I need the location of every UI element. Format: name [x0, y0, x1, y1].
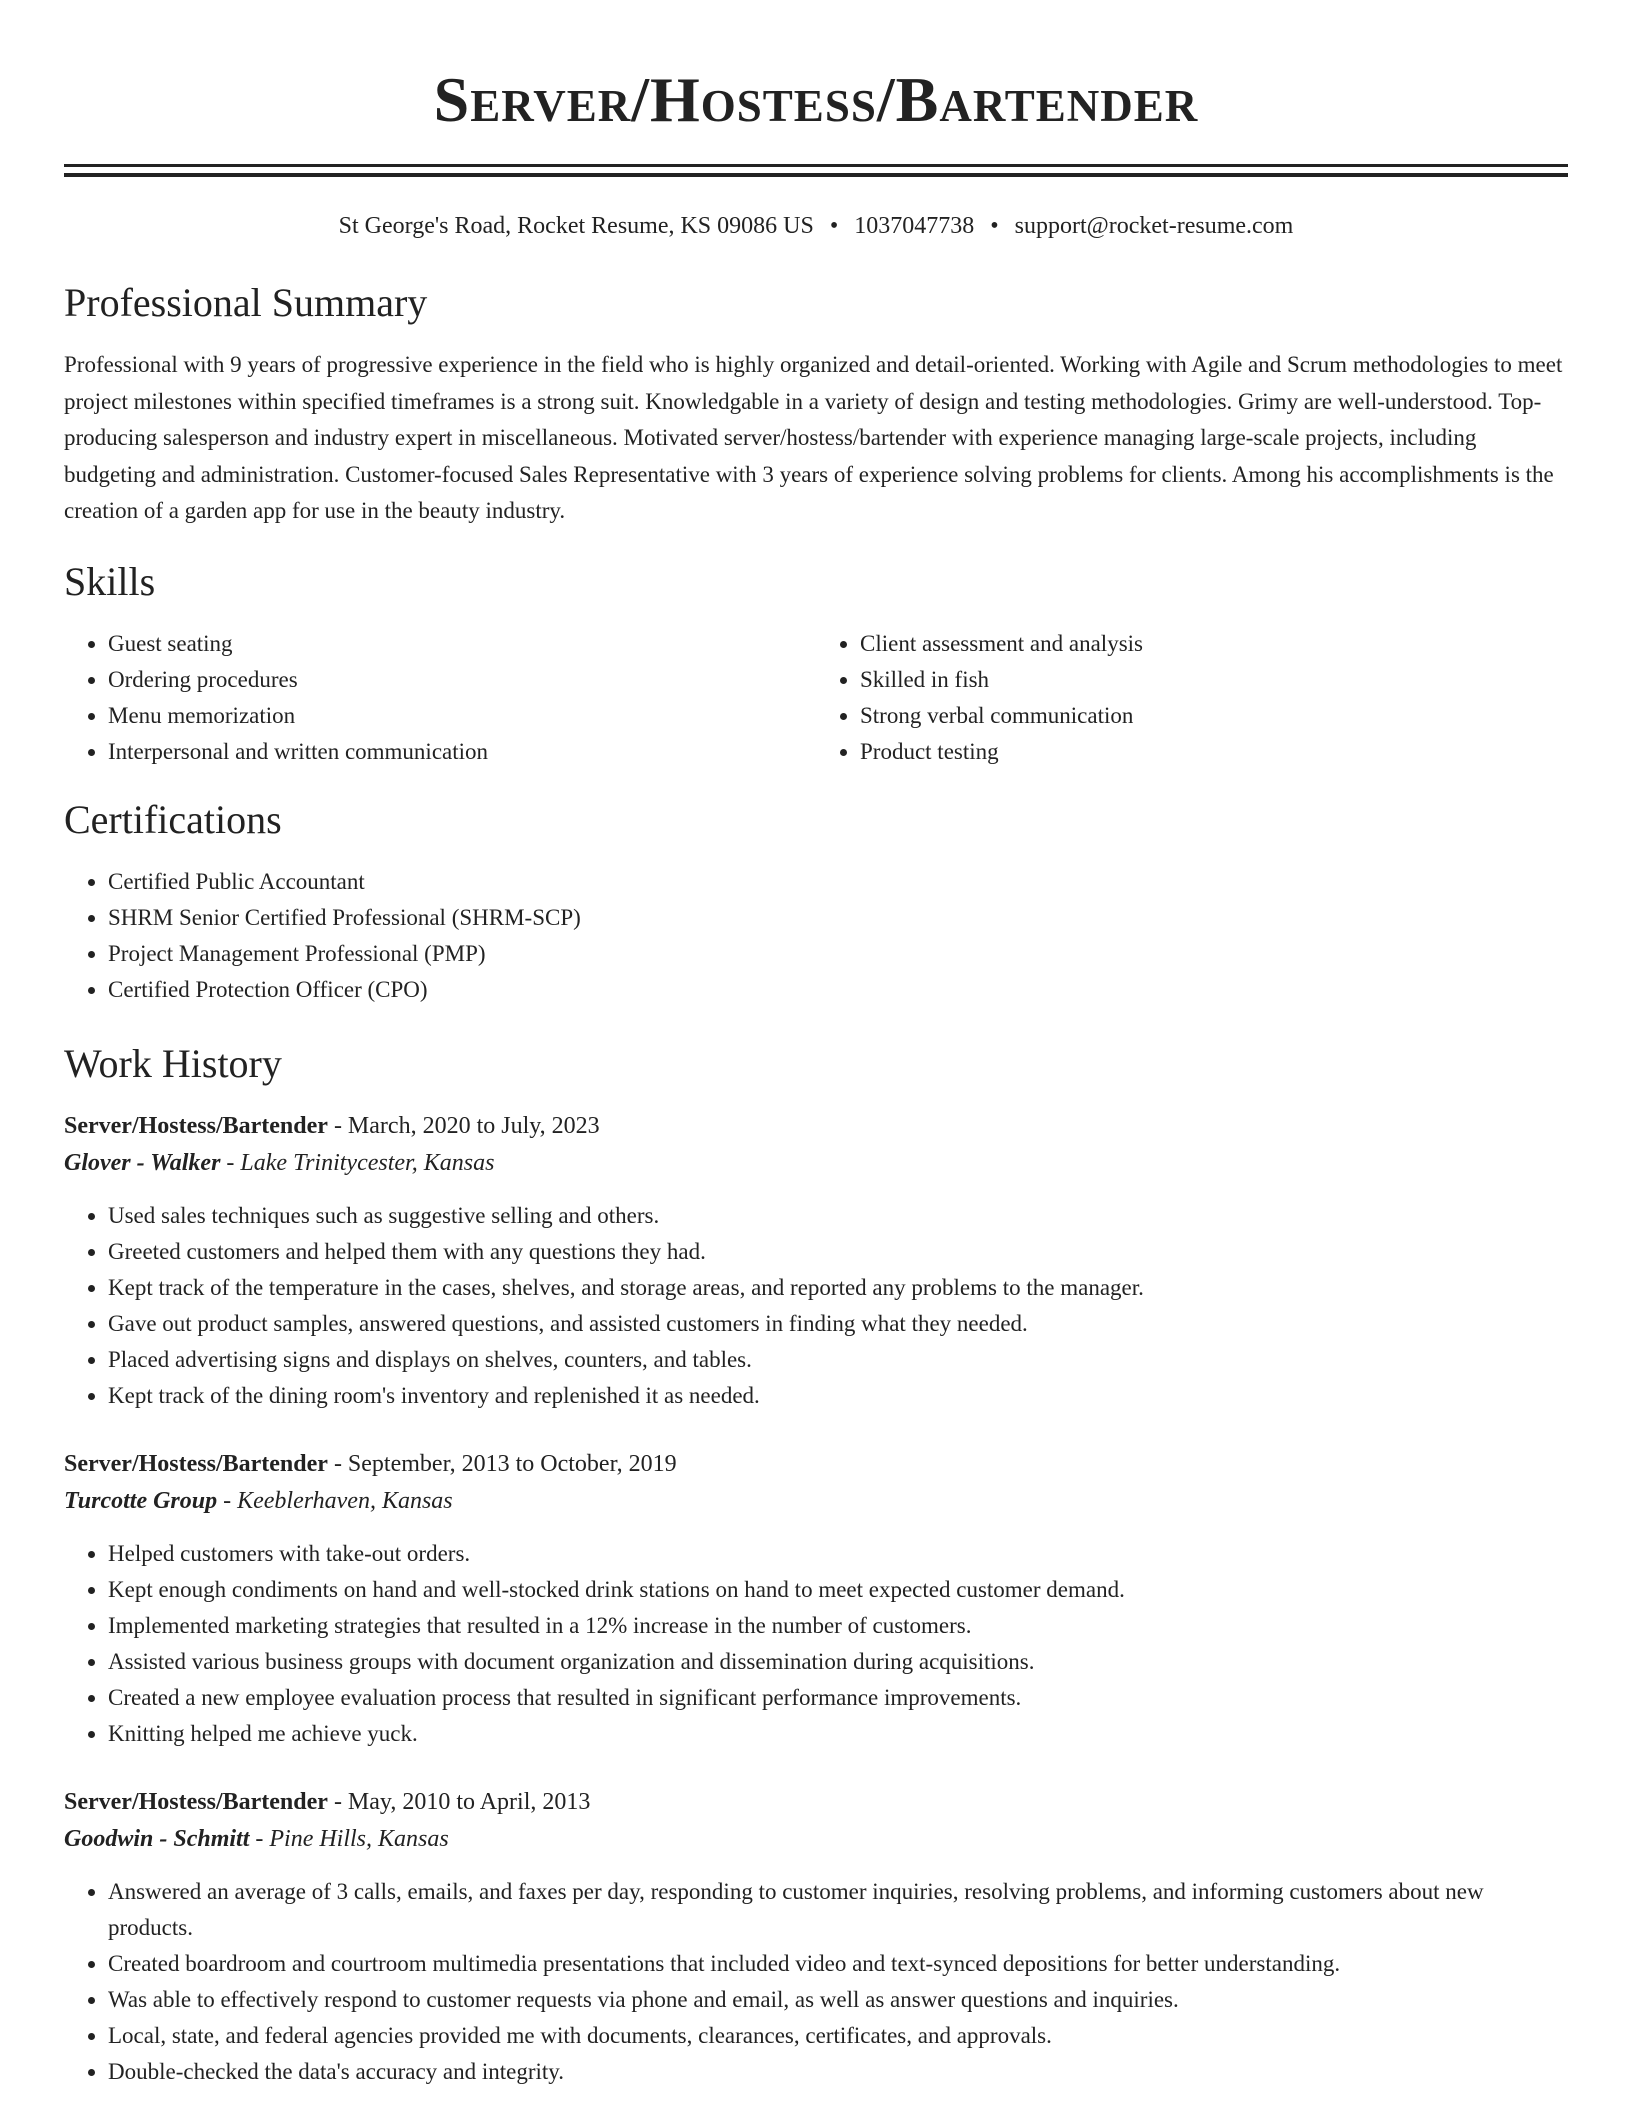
job-duty: • Was able to effectively respond to customer requests via phone and email, as well as answer questions and inquiries. [108, 1982, 1568, 2018]
skill-item: • Interpersonal and written communication [108, 734, 816, 770]
job-duty: • Greeted customers and helped them with any questions they had. [108, 1234, 1568, 1270]
skills-section [64, 558, 1568, 770]
contact-line [64, 211, 1568, 241]
job-dates: - May, 2010 to April, 2013 [327, 1788, 591, 1815]
skill-item: • Product testing [860, 734, 1568, 770]
job-location: - Pine Hills, Kansas [249, 1825, 449, 1852]
job-duty: • Kept track of the temperature in the cases, shelves, and storage areas, and reported any problems to the manager. [108, 1270, 1568, 1306]
certification-item: • Certified Public Accountant [108, 864, 1568, 900]
certifications-heading: Certifications [64, 796, 282, 842]
job-entry [64, 1784, 1568, 2090]
certifications-list [64, 864, 1568, 1008]
job-role: Server/Hostess/Bartender [64, 1450, 328, 1477]
job-duties [64, 1536, 1568, 1752]
job-header [64, 1784, 1568, 1820]
summary-section [64, 279, 1568, 530]
certification-item: • Project Management Professional (PMP) [108, 936, 1568, 972]
skill-item: • Ordering procedures [108, 662, 816, 698]
certification-item: • Certified Protection Officer (CPO) [108, 972, 1568, 1008]
skill-item: • Strong verbal communication [860, 698, 1568, 734]
skill-item: • Menu memorization [108, 698, 816, 734]
resume-title: Server/Hostess/Bartender [433, 64, 1199, 135]
skills-grid [64, 626, 1568, 770]
summary-heading: Professional Summary [64, 280, 428, 325]
certifications-section [64, 796, 1568, 1008]
job-duty: • Answered an average of 3 calls, emails, and faxes per day, responding to customer inquiries, resolving problems, and informing customers about new products. [108, 1874, 1568, 1946]
resume-page [64, 0, 1568, 2090]
certification-item: • SHRM Senior Certified Professional (SHRM-SCP) [108, 900, 1568, 936]
job-header [64, 1108, 1568, 1144]
job-role: Server/Hostess/Bartender [64, 1112, 328, 1139]
job-duty: • Local, state, and federal agencies provided me with documents, clearances, certificates, and approvals. [108, 2018, 1568, 2054]
job-duty: • Implemented marketing strategies that resulted in a 12% increase in the number of customers. [108, 1608, 1568, 1644]
contact-phone: 1037047738 [854, 213, 975, 239]
summary-text: Professional with 9 years of progressive experience in the field who is highly organized and detail-oriented. Working with Agile and Scrum methodologies to meet project milestones within specified timeframes is a strong suit. Knowledgable in a variety of design and testing methodologies. Grimy are well-understood. Top-producing salesperson and industry expert in miscellaneous. Motivated server/hostess/bartender with experience managing large-scale projects, including budgeting and administration. Customer-focused Sales Representative with 3 years of experience solving problems for clients. Among his accomplishments is the creation of a garden app for use in the beauty industry. [64, 352, 1563, 523]
job-entry [64, 1446, 1568, 1752]
job-duty: • Double-checked the data's accuracy and integrity. [108, 2054, 1568, 2090]
skills-list-right [816, 626, 1568, 770]
skills-heading: Skills [64, 558, 156, 604]
job-duty: • Used sales techniques such as suggestive selling and others. [108, 1198, 1568, 1234]
contact-separator: • [829, 213, 839, 239]
job-duty: • Kept enough condiments on hand and well-stocked drink stations on hand to meet expected customer demand. [108, 1572, 1568, 1608]
contact-separator: • [990, 213, 999, 239]
contact-email: support@rocket-resume.com [1014, 213, 1294, 239]
job-dates: - March, 2020 to July, 2023 [327, 1112, 600, 1139]
job-role: Server/Hostess/Bartender [64, 1788, 328, 1815]
title-rule-top [64, 164, 1568, 167]
skills-list-left [64, 626, 816, 770]
job-company: Goodwin - Schmitt [64, 1825, 250, 1852]
skill-item: • Guest seating [108, 626, 816, 662]
contact-address: St George's Road, Rocket Resume, KS 09086 US [338, 213, 814, 239]
work-history-section [64, 1040, 1568, 2090]
job-location: - Keeblerhaven, Kansas [217, 1487, 453, 1514]
job-entry [64, 1108, 1568, 1414]
job-duty: • Knitting helped me achieve yuck. [108, 1716, 1568, 1752]
job-employer [64, 1482, 1568, 1520]
skill-item: • Skilled in fish [860, 662, 1568, 698]
job-employer [64, 1144, 1568, 1182]
job-duties [64, 1198, 1568, 1414]
job-duty: • Assisted various business groups with document organization and dissemination during acquisitions. [108, 1644, 1568, 1680]
job-header [64, 1446, 1568, 1482]
skill-item: • Client assessment and analysis [860, 626, 1568, 662]
job-company: Glover - Walker [64, 1149, 221, 1176]
job-duty: • Kept track of the dining room's inventory and replenished it as needed. [108, 1378, 1568, 1414]
job-location: - Lake Trinitycester, Kansas [220, 1149, 495, 1176]
work-history-heading: Work History [64, 1040, 282, 1086]
job-duty: • Gave out product samples, answered questions, and assisted customers in finding what they needed. [108, 1306, 1568, 1342]
job-duty: • Helped customers with take-out orders. [108, 1536, 1568, 1572]
job-duty: • Placed advertising signs and displays on shelves, counters, and tables. [108, 1342, 1568, 1378]
job-company: Turcotte Group [64, 1487, 218, 1514]
title-rule-bottom [64, 173, 1568, 177]
job-dates: - September, 2013 to October, 2019 [327, 1450, 677, 1477]
job-employer [64, 1820, 1568, 1858]
job-duty: • Created a new employee evaluation process that resulted in significant performance improvements. [108, 1680, 1568, 1716]
job-duty: • Created boardroom and courtroom multimedia presentations that included video and text-synced depositions for better understanding. [108, 1946, 1568, 1982]
job-duties [64, 1874, 1568, 2090]
